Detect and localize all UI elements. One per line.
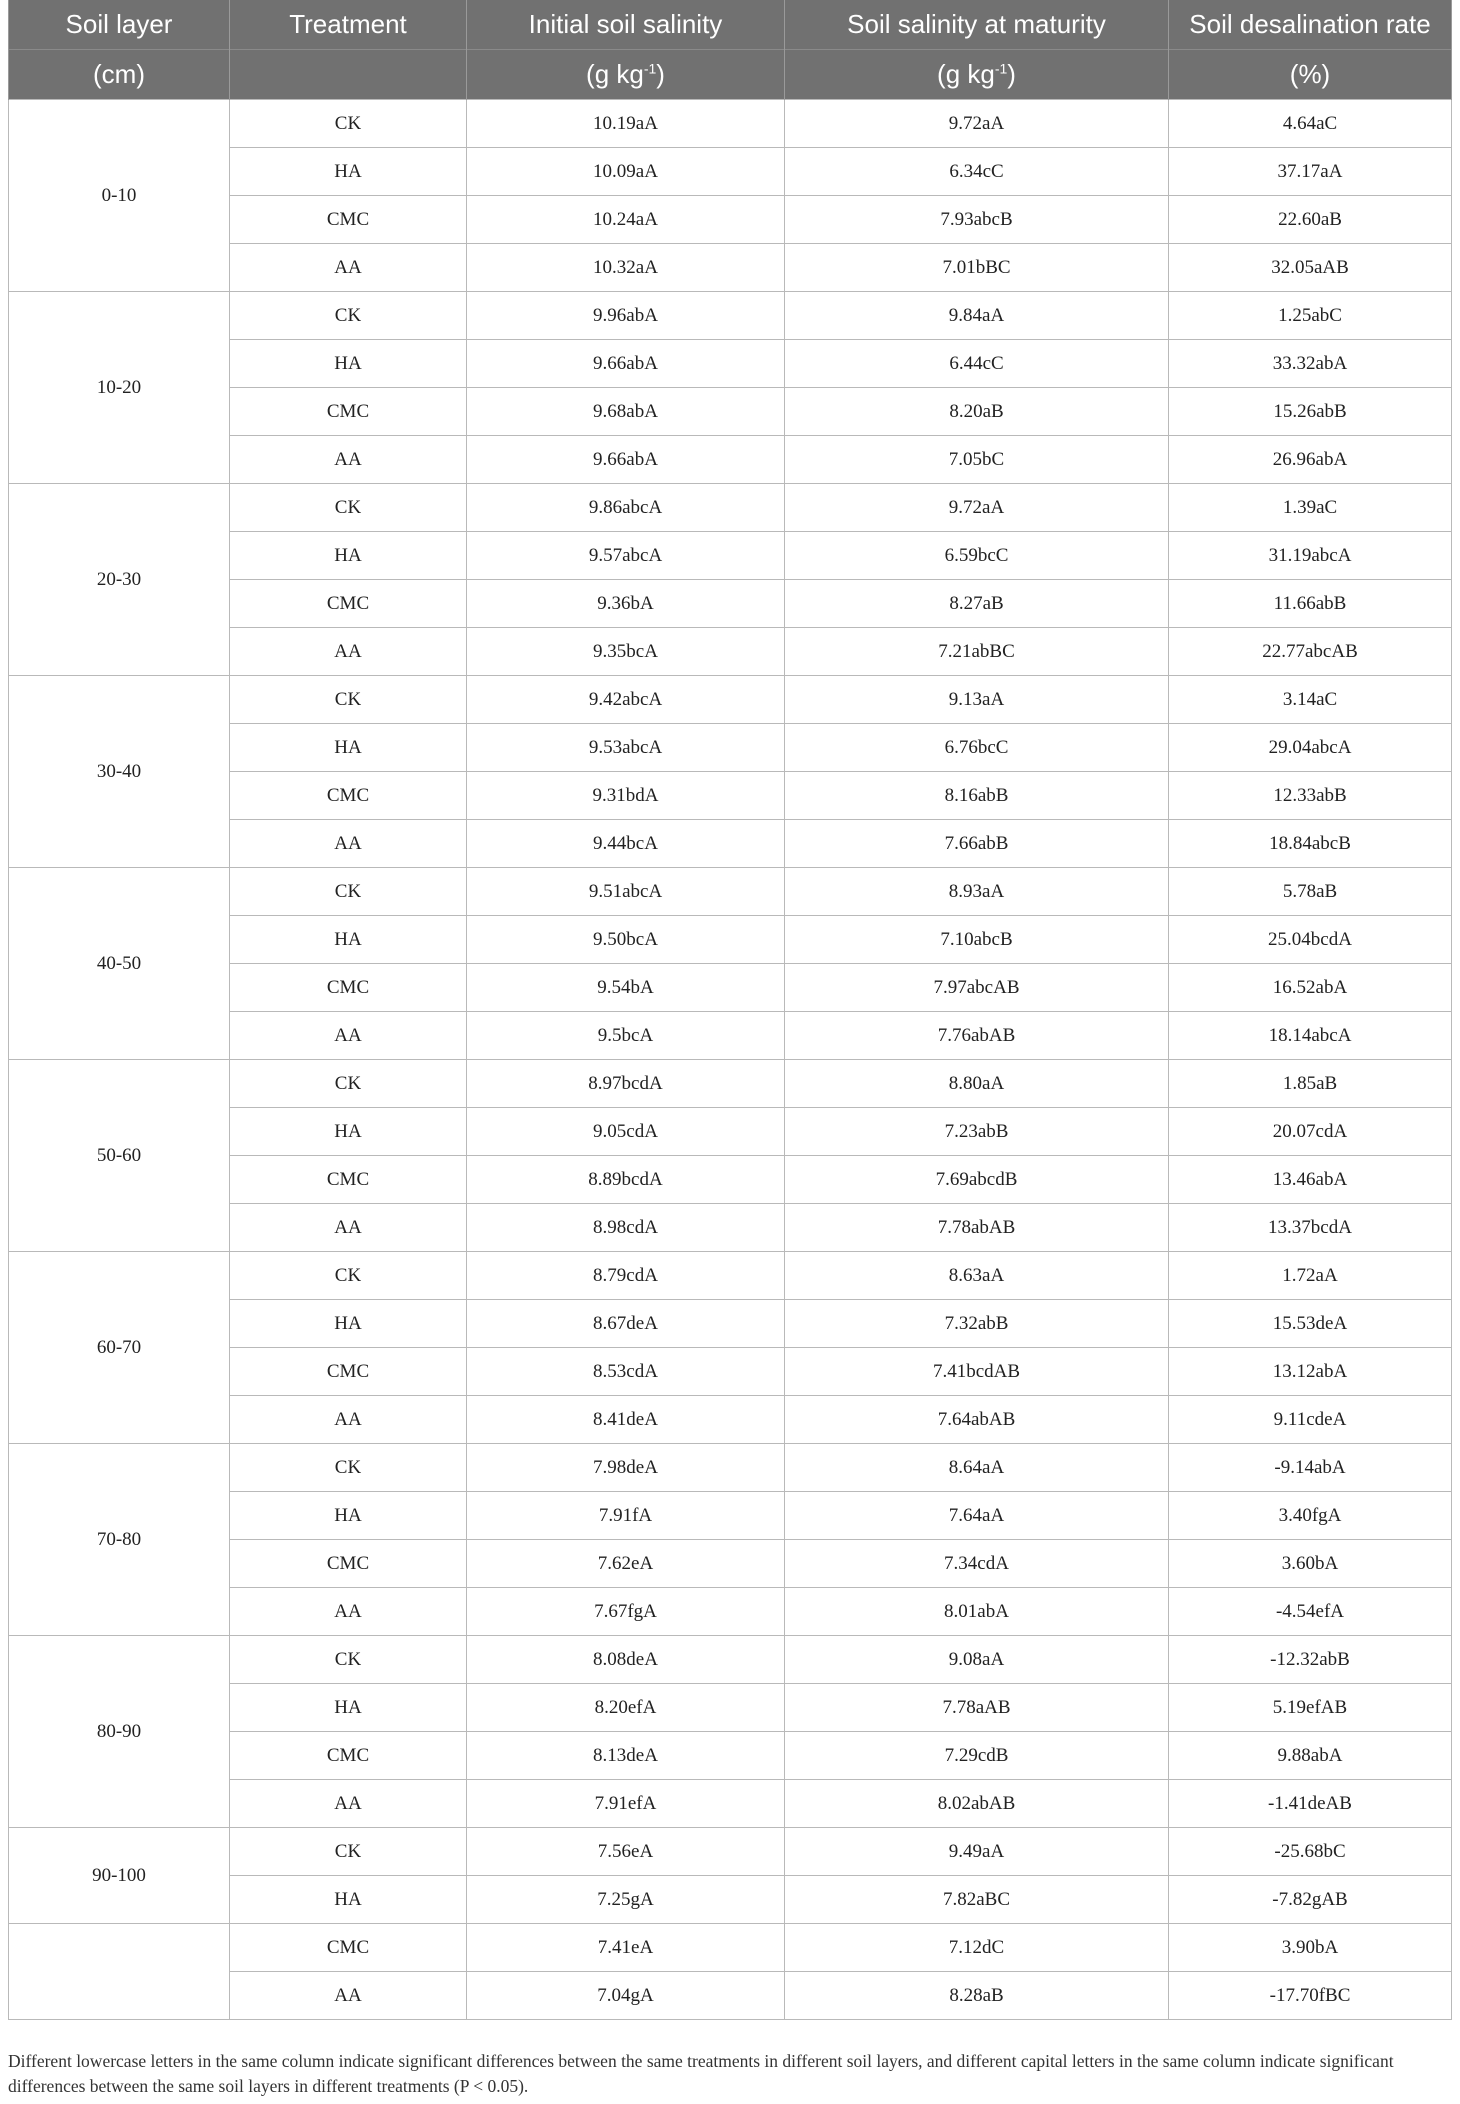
initial-salinity-cell: 7.25gA — [467, 1876, 785, 1924]
header-treatment: Treatment — [230, 0, 467, 50]
table-footnote: Different lowercase letters in the same column indicate significant differences between the same treatments in different soil layers, and different capital letters in the same column indicate significant differences between the same soil layers in different treatments (P < 0.05). — [8, 2051, 1394, 2096]
desalination-rate-cell: 12.33abB — [1169, 772, 1452, 820]
desalination-rate-cell: 1.25abC — [1169, 292, 1452, 340]
maturity-salinity-cell: 7.97abcAB — [785, 964, 1169, 1012]
maturity-salinity-cell: 7.64aA — [785, 1492, 1169, 1540]
table-row — [9, 1252, 1452, 1300]
desalination-rate-cell: 4.64aC — [1169, 100, 1452, 148]
header-treatment-unit — [230, 50, 467, 100]
maturity-salinity-cell: 9.84aA — [785, 292, 1169, 340]
initial-salinity-cell: 7.62eA — [467, 1540, 785, 1588]
treatment-cell: AA — [230, 1588, 467, 1636]
initial-salinity-cell: 10.19aA — [467, 100, 785, 148]
treatment-cell: CMC — [230, 196, 467, 244]
header-initial-salinity: Initial soil salinity — [467, 0, 785, 50]
initial-salinity-cell: 9.05cdA — [467, 1108, 785, 1156]
unit-close: ) — [656, 59, 665, 89]
maturity-salinity-cell: 8.01abA — [785, 1588, 1169, 1636]
desalination-rate-cell: 1.39aC — [1169, 484, 1452, 532]
treatment-cell: HA — [230, 724, 467, 772]
initial-salinity-cell: 9.54bA — [467, 964, 785, 1012]
treatment-cell: AA — [230, 628, 467, 676]
desalination-rate-cell: 13.46abA — [1169, 1156, 1452, 1204]
treatment-cell: CK — [230, 676, 467, 724]
table-row — [9, 484, 1452, 532]
initial-salinity-cell: 9.42abcA — [467, 676, 785, 724]
maturity-salinity-cell: 9.72aA — [785, 100, 1169, 148]
initial-salinity-cell: 8.67deA — [467, 1300, 785, 1348]
maturity-salinity-cell: 9.08aA — [785, 1636, 1169, 1684]
maturity-salinity-cell: 7.64abAB — [785, 1396, 1169, 1444]
maturity-salinity-cell: 7.78abAB — [785, 1204, 1169, 1252]
desalination-rate-cell: 20.07cdA — [1169, 1108, 1452, 1156]
desalination-rate-cell: 15.53deA — [1169, 1300, 1452, 1348]
initial-salinity-cell: 7.41eA — [467, 1924, 785, 1972]
header-soil-layer: Soil layer — [9, 0, 230, 50]
maturity-salinity-cell: 8.02abAB — [785, 1780, 1169, 1828]
initial-salinity-cell: 9.5bcA — [467, 1012, 785, 1060]
header-row-1 — [9, 0, 1452, 50]
soil-layer-cell: 60-70 — [9, 1252, 230, 1444]
maturity-salinity-cell: 7.21abBC — [785, 628, 1169, 676]
initial-salinity-cell: 7.67fgA — [467, 1588, 785, 1636]
treatment-cell: HA — [230, 916, 467, 964]
initial-salinity-cell: 9.53abcA — [467, 724, 785, 772]
maturity-salinity-cell: 7.29cdB — [785, 1732, 1169, 1780]
table-row — [9, 1828, 1452, 1876]
table-row — [9, 292, 1452, 340]
initial-salinity-cell: 10.24aA — [467, 196, 785, 244]
maturity-salinity-cell: 8.27aB — [785, 580, 1169, 628]
initial-salinity-cell: 7.04gA — [467, 1972, 785, 2020]
desalination-rate-cell: 29.04abcA — [1169, 724, 1452, 772]
treatment-cell: AA — [230, 1012, 467, 1060]
treatment-cell: CK — [230, 1636, 467, 1684]
treatment-cell: CK — [230, 1252, 467, 1300]
maturity-salinity-cell: 8.80aA — [785, 1060, 1169, 1108]
desalination-rate-cell: -12.32abB — [1169, 1636, 1452, 1684]
maturity-salinity-cell: 9.13aA — [785, 676, 1169, 724]
maturity-salinity-cell: 7.82aBC — [785, 1876, 1169, 1924]
maturity-salinity-cell: 7.34cdA — [785, 1540, 1169, 1588]
desalination-rate-cell: 18.84abcB — [1169, 820, 1452, 868]
maturity-salinity-cell: 7.66abB — [785, 820, 1169, 868]
treatment-cell: CMC — [230, 388, 467, 436]
maturity-salinity-cell: 8.93aA — [785, 868, 1169, 916]
maturity-salinity-cell: 6.44cC — [785, 340, 1169, 388]
initial-salinity-cell: 8.98cdA — [467, 1204, 785, 1252]
unit-close: ) — [1007, 59, 1016, 89]
maturity-salinity-cell: 9.72aA — [785, 484, 1169, 532]
desalination-rate-cell: 16.52abA — [1169, 964, 1452, 1012]
desalination-rate-cell: 26.96abA — [1169, 436, 1452, 484]
desalination-rate-cell: -7.82gAB — [1169, 1876, 1452, 1924]
treatment-cell: HA — [230, 1876, 467, 1924]
header-initial-unit — [467, 50, 785, 100]
maturity-salinity-cell: 6.59bcC — [785, 532, 1169, 580]
unit-text: (g kg — [937, 59, 995, 89]
initial-salinity-cell: 8.89bcdA — [467, 1156, 785, 1204]
initial-salinity-cell: 9.36bA — [467, 580, 785, 628]
table-row — [9, 100, 1452, 148]
maturity-salinity-cell: 8.63aA — [785, 1252, 1169, 1300]
header-salinity-maturity: Soil salinity at maturity — [785, 0, 1169, 50]
initial-salinity-cell: 8.53cdA — [467, 1348, 785, 1396]
soil-layer-cell: 10-20 — [9, 292, 230, 484]
maturity-salinity-cell: 7.93abcB — [785, 196, 1169, 244]
header-maturity-unit — [785, 50, 1169, 100]
desalination-rate-cell: 1.72aA — [1169, 1252, 1452, 1300]
desalination-rate-cell: -1.41deAB — [1169, 1780, 1452, 1828]
maturity-salinity-cell: 7.12dC — [785, 1924, 1169, 1972]
desalination-rate-cell: 33.32abA — [1169, 340, 1452, 388]
soil-layer-cell: 70-80 — [9, 1444, 230, 1636]
desalination-rate-cell: -25.68bC — [1169, 1828, 1452, 1876]
table-body — [9, 100, 1452, 2020]
desalination-rate-cell: 1.85aB — [1169, 1060, 1452, 1108]
treatment-cell: CMC — [230, 1156, 467, 1204]
maturity-salinity-cell: 7.41bcdAB — [785, 1348, 1169, 1396]
table-row — [9, 1924, 1452, 1972]
table-row — [9, 868, 1452, 916]
desalination-rate-cell: 3.90bA — [1169, 1924, 1452, 1972]
treatment-cell: CMC — [230, 580, 467, 628]
initial-salinity-cell: 8.97bcdA — [467, 1060, 785, 1108]
desalination-rate-cell: -9.14abA — [1169, 1444, 1452, 1492]
treatment-cell: HA — [230, 1492, 467, 1540]
soil-layer-cell: 40-50 — [9, 868, 230, 1060]
initial-salinity-cell: 7.91efA — [467, 1780, 785, 1828]
maturity-salinity-cell: 9.49aA — [785, 1828, 1169, 1876]
soil-layer-cell — [9, 1924, 230, 2020]
desalination-rate-cell: 32.05aAB — [1169, 244, 1452, 292]
desalination-rate-cell: 5.78aB — [1169, 868, 1452, 916]
initial-salinity-cell: 9.66abA — [467, 436, 785, 484]
soil-layer-cell: 30-40 — [9, 676, 230, 868]
desalination-rate-cell: 5.19efAB — [1169, 1684, 1452, 1732]
initial-salinity-cell: 9.50bcA — [467, 916, 785, 964]
initial-salinity-cell: 8.79cdA — [467, 1252, 785, 1300]
soil-layer-cell: 80-90 — [9, 1636, 230, 1828]
maturity-salinity-cell: 7.01bBC — [785, 244, 1169, 292]
maturity-salinity-cell: 8.16abB — [785, 772, 1169, 820]
treatment-cell: HA — [230, 1300, 467, 1348]
table-header — [9, 0, 1452, 100]
maturity-salinity-cell: 7.69abcdB — [785, 1156, 1169, 1204]
maturity-salinity-cell: 7.23abB — [785, 1108, 1169, 1156]
initial-salinity-cell: 8.20efA — [467, 1684, 785, 1732]
treatment-cell: AA — [230, 820, 467, 868]
desalination-rate-cell: 13.37bcdA — [1169, 1204, 1452, 1252]
maturity-salinity-cell: 7.78aAB — [785, 1684, 1169, 1732]
desalination-rate-cell: 22.60aB — [1169, 196, 1452, 244]
treatment-cell: CK — [230, 868, 467, 916]
maturity-salinity-cell: 7.05bC — [785, 436, 1169, 484]
initial-salinity-cell: 9.35bcA — [467, 628, 785, 676]
treatment-cell: CK — [230, 1060, 467, 1108]
soil-layer-cell: 90-100 — [9, 1828, 230, 1924]
unit-text: (g kg — [586, 59, 644, 89]
desalination-rate-cell: -17.70fBC — [1169, 1972, 1452, 2020]
table-row — [9, 1636, 1452, 1684]
initial-salinity-cell: 10.32aA — [467, 244, 785, 292]
desalination-rate-cell: 31.19abcA — [1169, 532, 1452, 580]
initial-salinity-cell: 8.13deA — [467, 1732, 785, 1780]
treatment-cell: CMC — [230, 964, 467, 1012]
treatment-cell: AA — [230, 1780, 467, 1828]
maturity-salinity-cell: 6.34cC — [785, 148, 1169, 196]
treatment-cell: HA — [230, 148, 467, 196]
table-row — [9, 676, 1452, 724]
unit-superscript: -1 — [994, 60, 1008, 77]
soil-layer-cell: 20-30 — [9, 484, 230, 676]
treatment-cell: CMC — [230, 772, 467, 820]
initial-salinity-cell: 9.68abA — [467, 388, 785, 436]
initial-salinity-cell: 9.51abcA — [467, 868, 785, 916]
treatment-cell: CK — [230, 292, 467, 340]
header-desalination-rate: Soil desalination rate — [1169, 0, 1452, 50]
desalination-rate-cell: 9.88abA — [1169, 1732, 1452, 1780]
table-row — [9, 1444, 1452, 1492]
maturity-salinity-cell: 8.28aB — [785, 1972, 1169, 2020]
desalination-rate-cell: 15.26abB — [1169, 388, 1452, 436]
treatment-cell: HA — [230, 532, 467, 580]
initial-salinity-cell: 9.44bcA — [467, 820, 785, 868]
treatment-cell: AA — [230, 1396, 467, 1444]
desalination-rate-cell: 13.12abA — [1169, 1348, 1452, 1396]
treatment-cell: CMC — [230, 1348, 467, 1396]
treatment-cell: CK — [230, 1444, 467, 1492]
maturity-salinity-cell: 7.10abcB — [785, 916, 1169, 964]
desalination-rate-cell: 3.40fgA — [1169, 1492, 1452, 1540]
soil-layer-cell: 50-60 — [9, 1060, 230, 1252]
maturity-salinity-cell: 6.76bcC — [785, 724, 1169, 772]
initial-salinity-cell: 9.96abA — [467, 292, 785, 340]
treatment-cell: HA — [230, 1108, 467, 1156]
soil-layer-cell: 0-10 — [9, 100, 230, 292]
initial-salinity-cell: 9.57abcA — [467, 532, 785, 580]
header-rate-unit: (%) — [1169, 50, 1452, 100]
initial-salinity-cell: 9.86abcA — [467, 484, 785, 532]
treatment-cell: CMC — [230, 1924, 467, 1972]
table-row — [9, 1060, 1452, 1108]
table-container — [8, 0, 1451, 2020]
header-layer-unit: (cm) — [9, 50, 230, 100]
initial-salinity-cell: 7.98deA — [467, 1444, 785, 1492]
initial-salinity-cell: 10.09aA — [467, 148, 785, 196]
maturity-salinity-cell: 7.32abB — [785, 1300, 1169, 1348]
treatment-cell: AA — [230, 244, 467, 292]
treatment-cell: AA — [230, 436, 467, 484]
maturity-salinity-cell: 7.76abAB — [785, 1012, 1169, 1060]
treatment-cell: AA — [230, 1972, 467, 2020]
header-row-2 — [9, 50, 1452, 100]
desalination-rate-cell: 22.77abcAB — [1169, 628, 1452, 676]
desalination-rate-cell: 3.14aC — [1169, 676, 1452, 724]
maturity-salinity-cell: 8.20aB — [785, 388, 1169, 436]
desalination-rate-cell: 9.11cdeA — [1169, 1396, 1452, 1444]
treatment-cell: HA — [230, 340, 467, 388]
initial-salinity-cell: 9.66abA — [467, 340, 785, 388]
desalination-rate-cell: -4.54efA — [1169, 1588, 1452, 1636]
initial-salinity-cell: 8.41deA — [467, 1396, 785, 1444]
treatment-cell: CK — [230, 1828, 467, 1876]
treatment-cell: AA — [230, 1204, 467, 1252]
unit-superscript: -1 — [643, 60, 657, 77]
treatment-cell: CK — [230, 484, 467, 532]
treatment-cell: HA — [230, 1684, 467, 1732]
desalination-rate-cell: 25.04bcdA — [1169, 916, 1452, 964]
desalination-rate-cell: 37.17aA — [1169, 148, 1452, 196]
soil-salinity-table — [8, 0, 1452, 2020]
desalination-rate-cell: 3.60bA — [1169, 1540, 1452, 1588]
treatment-cell: CK — [230, 100, 467, 148]
treatment-cell: CMC — [230, 1540, 467, 1588]
desalination-rate-cell: 11.66abB — [1169, 580, 1452, 628]
desalination-rate-cell: 18.14abcA — [1169, 1012, 1452, 1060]
initial-salinity-cell: 8.08deA — [467, 1636, 785, 1684]
initial-salinity-cell: 9.31bdA — [467, 772, 785, 820]
initial-salinity-cell: 7.56eA — [467, 1828, 785, 1876]
initial-salinity-cell: 7.91fA — [467, 1492, 785, 1540]
maturity-salinity-cell: 8.64aA — [785, 1444, 1169, 1492]
treatment-cell: CMC — [230, 1732, 467, 1780]
